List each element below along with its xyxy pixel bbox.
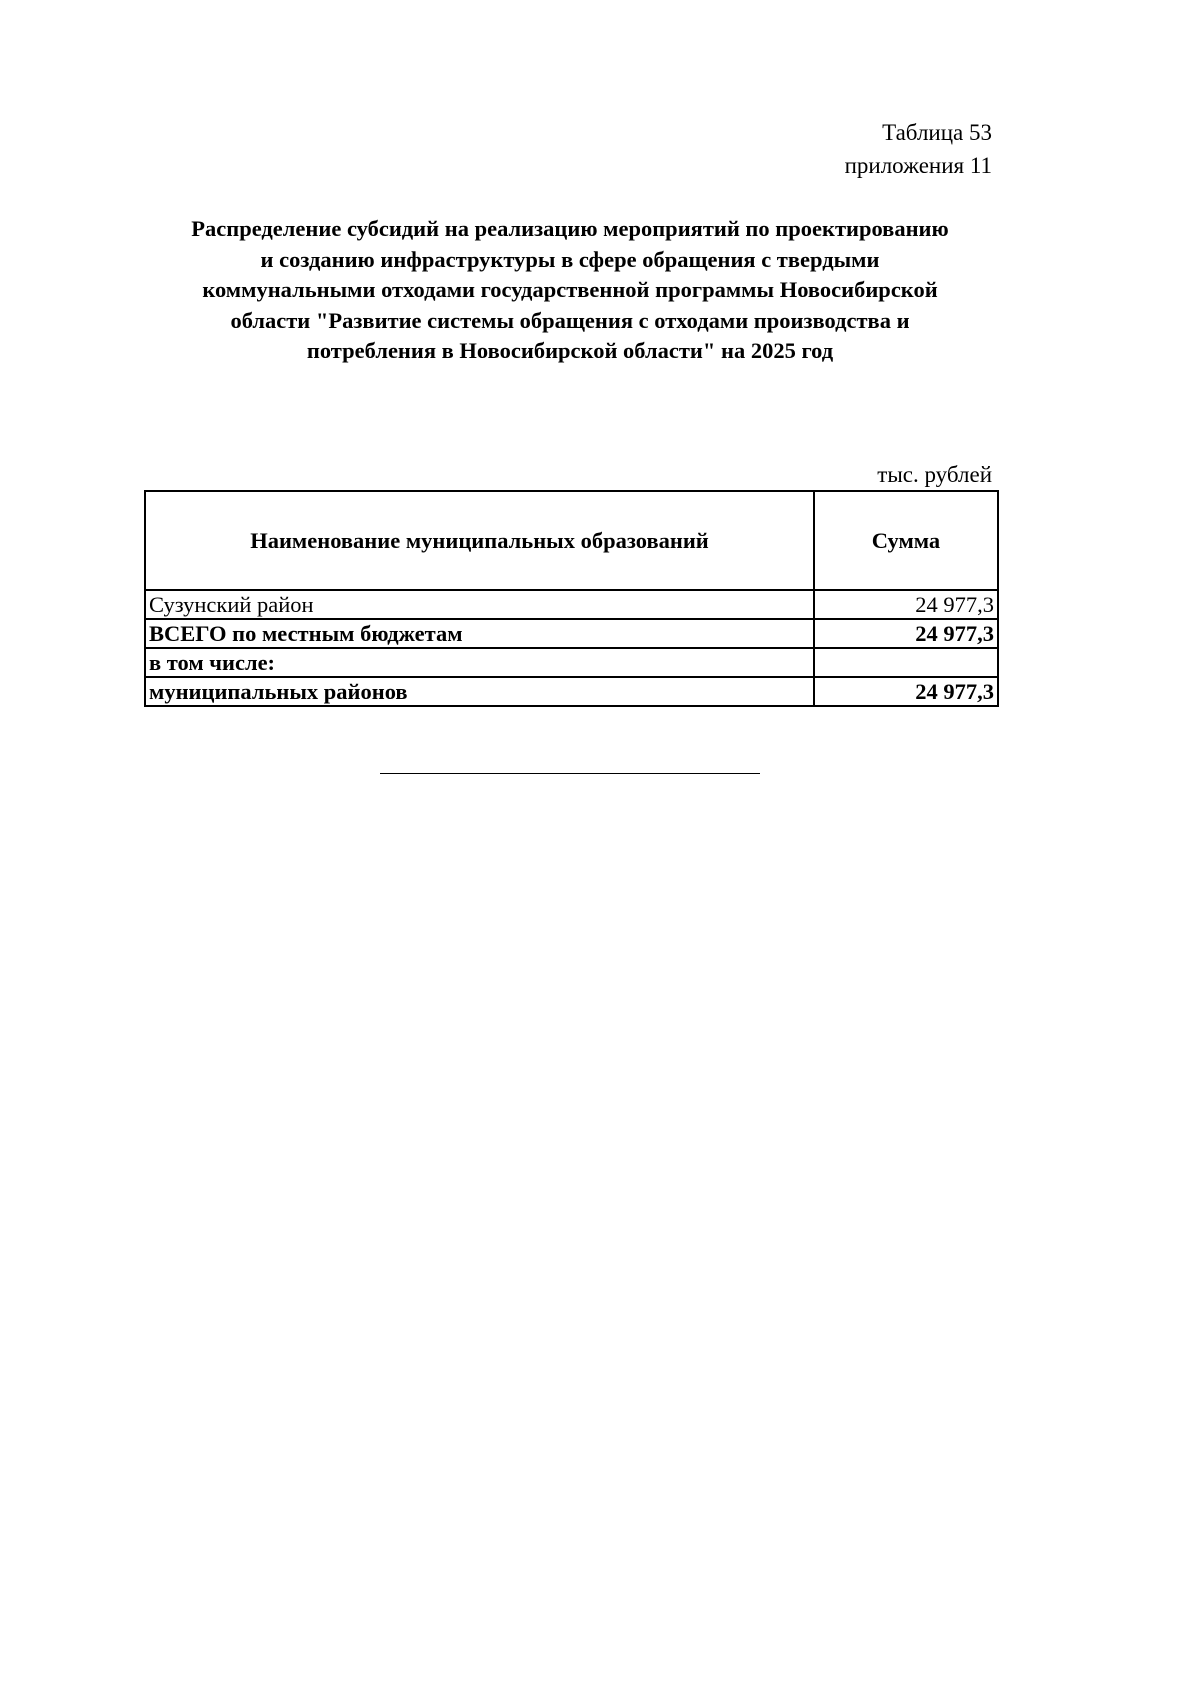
title-line: и созданию инфраструктуры в сфере обращения с твердыми (260, 246, 880, 272)
districts-amount: 24 977,3 (814, 677, 998, 706)
subsidy-table (144, 490, 999, 707)
table-header-row (145, 491, 998, 590)
table-reference (845, 116, 992, 182)
districts-label: муниципальных районов (145, 677, 814, 706)
unit-label: тыс. рублей (877, 462, 992, 487)
table-row-total (145, 619, 998, 648)
closing-divider (380, 773, 760, 774)
total-label: ВСЕГО по местным бюджетам (145, 619, 814, 648)
table-row (145, 590, 998, 619)
subsidy-amount: 24 977,3 (814, 590, 998, 619)
document-title (150, 214, 990, 367)
municipality-name: Сузунский район (145, 590, 814, 619)
title-line: области "Развитие системы обращения с отходами производства и (230, 307, 910, 333)
table-number: Таблица 53 (882, 120, 992, 145)
title-line: потребления в Новосибирской области" на 2025 год (306, 338, 834, 363)
column-header-name: Наименование муниципальных образований (145, 491, 814, 590)
including-label: в том числе: (145, 648, 814, 677)
appendix-number: приложения 11 (844, 153, 992, 178)
total-amount: 24 977,3 (814, 619, 998, 648)
column-header-sum: Сумма (814, 491, 998, 590)
title-line: коммунальными отходами государственной программы Новосибирской (202, 277, 938, 302)
including-amount (814, 648, 998, 677)
table-row-including (145, 648, 998, 677)
table-row-districts (145, 677, 998, 706)
title-line: Распределение субсидий на реализацию мероприятий по проектированию (191, 216, 949, 241)
